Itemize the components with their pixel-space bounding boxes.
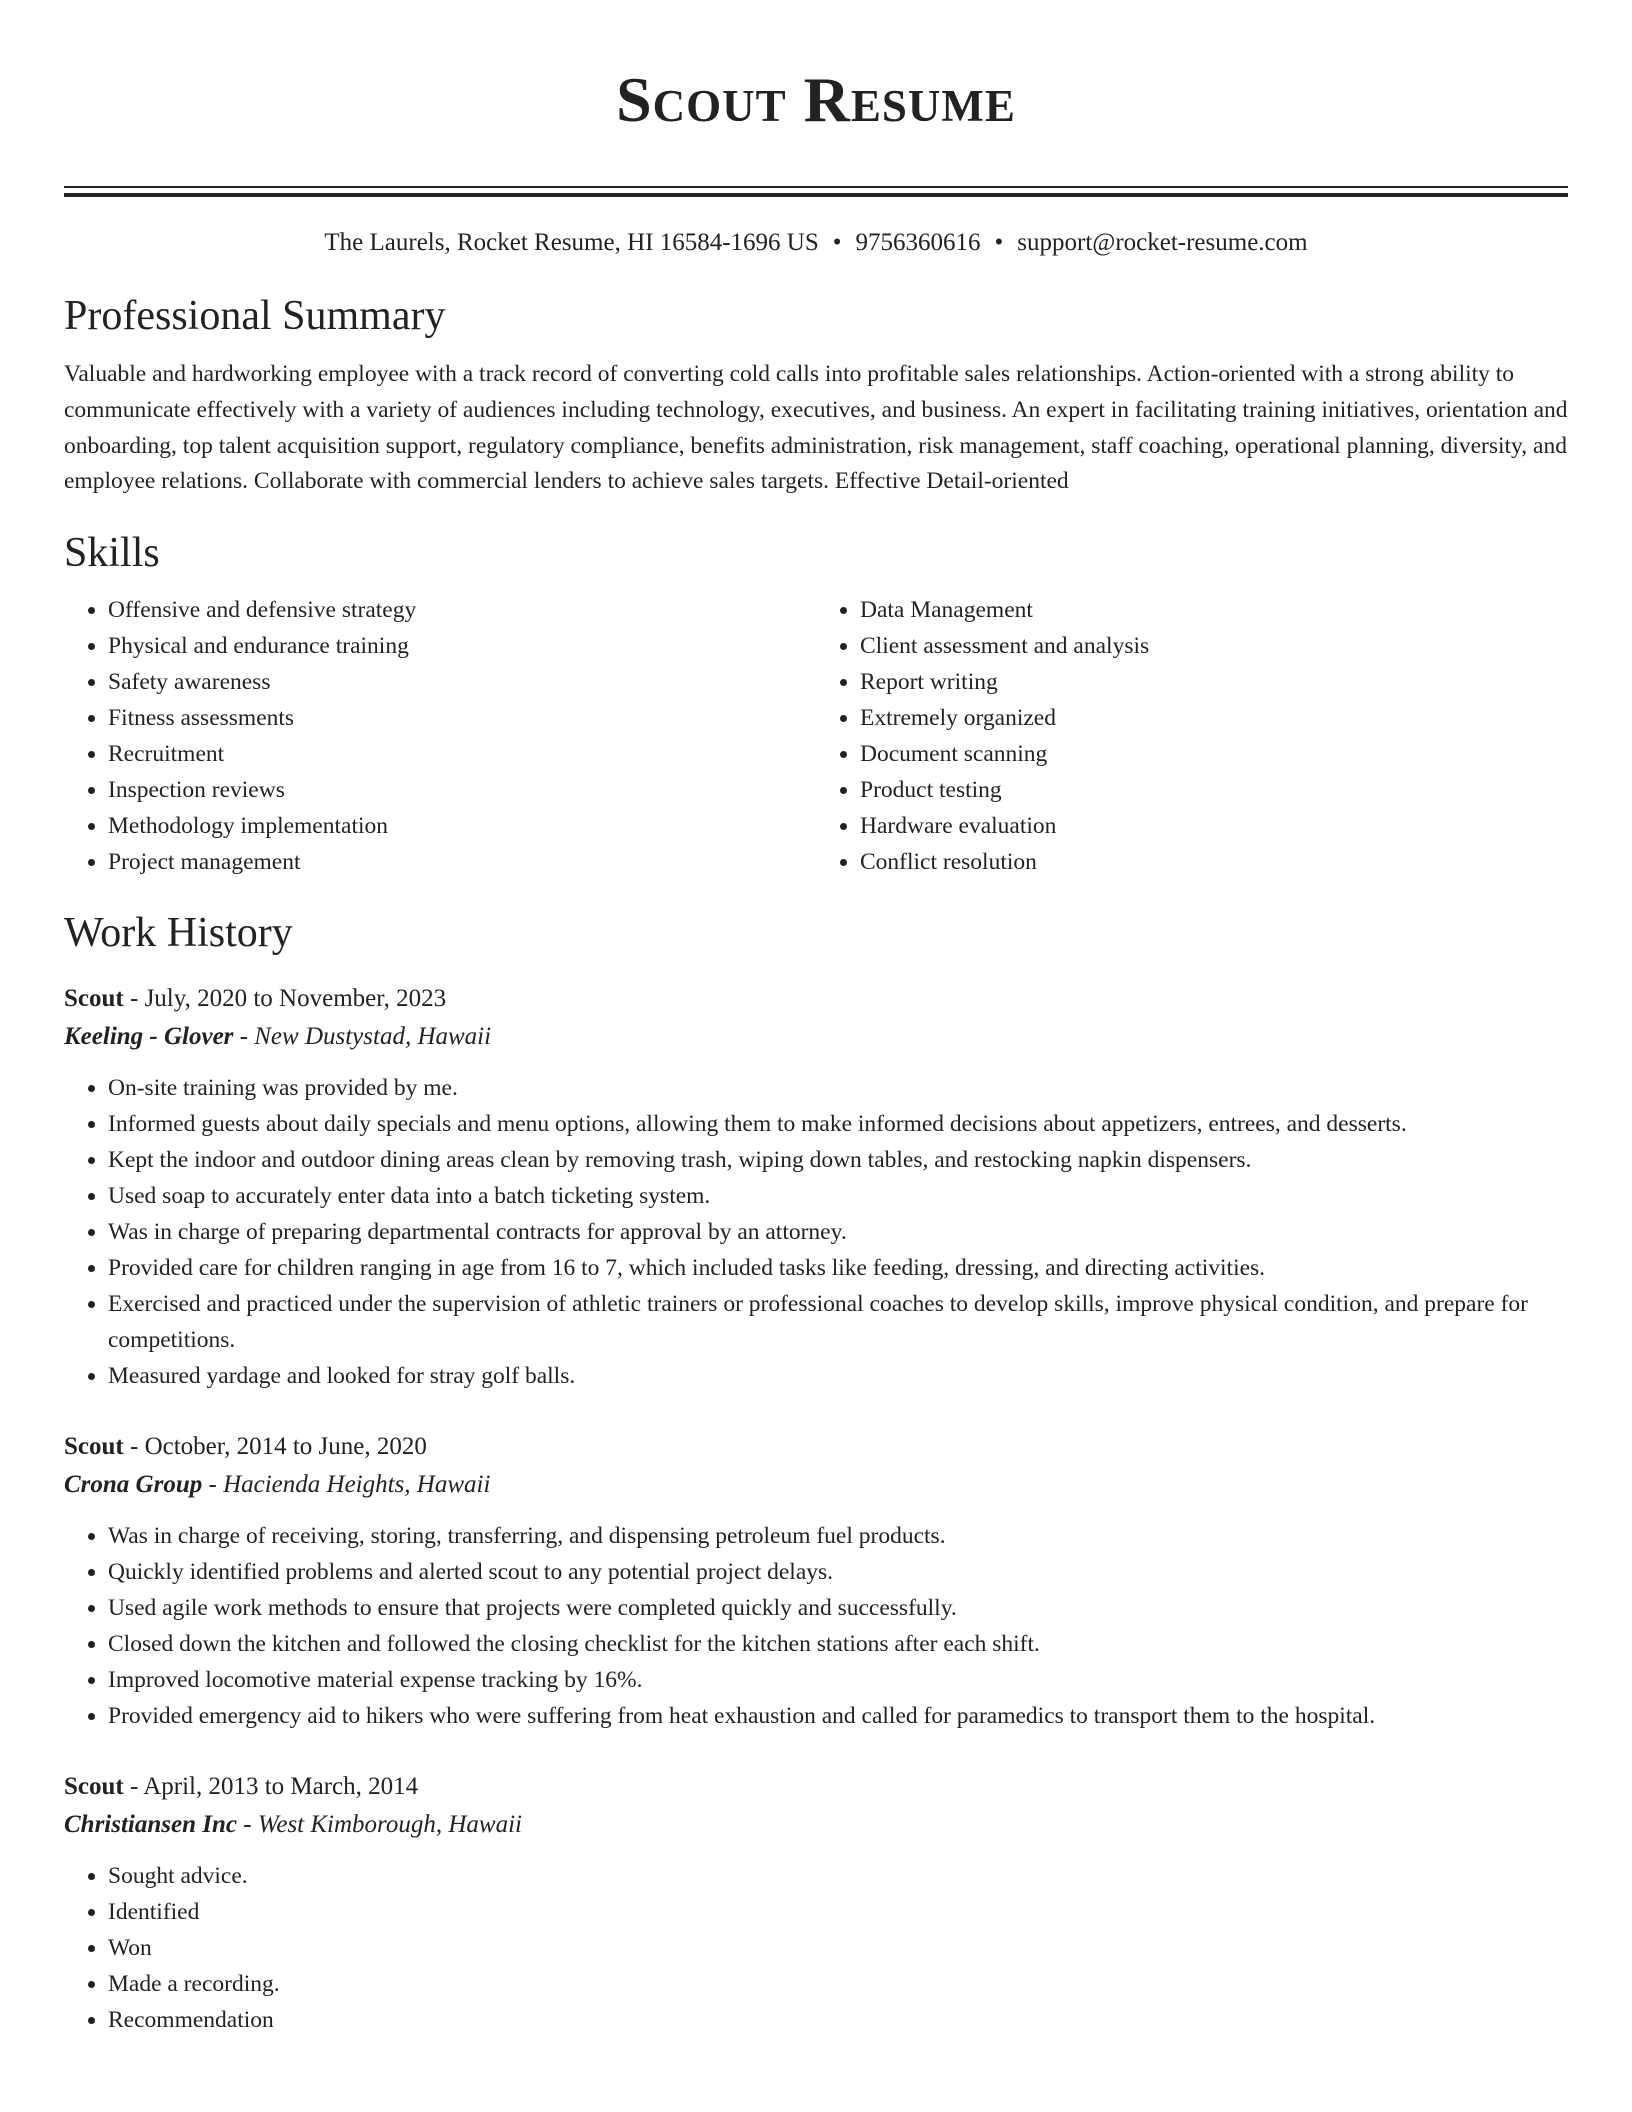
contact-separator: • <box>994 229 1004 256</box>
job-bullet: • Measured yardage and looked for stray golf balls. <box>108 1358 1568 1394</box>
job-title-line: Scout - April, 2013 to March, 2014 <box>64 1773 419 1801</box>
job-location: New Dustystad, Hawaii <box>254 1023 492 1051</box>
job-bullet: • Provided emergency aid to hikers who were suffering from heat exhaustion and called for paramedics to transport them to the hospital. <box>108 1698 1568 1734</box>
skill-item: • Extremely organized <box>860 700 1568 736</box>
job-company-line: Keeling - Glover - New Dustystad, Hawaii <box>64 1023 492 1051</box>
job-title-line: Scout - July, 2020 to November, 2023 <box>64 985 447 1013</box>
skills-columns <box>64 592 1568 880</box>
job-bullet: • Provided care for children ranging in age from 16 to 7, which included tasks like feeding, dressing, and directing activities. <box>108 1250 1568 1286</box>
job-bullet: • Kept the indoor and outdoor dining areas clean by removing trash, wiping down tables, and restocking napkin dispensers. <box>108 1142 1568 1178</box>
summary-text: Valuable and hardworking employee with a track record of converting cold calls into profitable sales relationships. Action-oriented with a strong ability to communicate effectively with a variety of audiences including technology, executives, and business. An expert in facilitating training initiatives, orientation and onboarding, top talent acquisition support, regulatory compliance, benefits administration, risk management, staff coaching, operational planning, diversity, and employee relations. Collaborate with commercial lenders to achieve sales targets. Effective Detail-oriented <box>64 361 1568 495</box>
job-location: West Kimborough, Hawaii <box>257 1811 522 1839</box>
job-bullet: • Exercised and practiced under the supervision of athletic trainers or professional coaches to develop skills, improve physical condition, and prepare for competitions. <box>108 1286 1568 1358</box>
job-bullet: • Sought advice. <box>108 1858 1568 1894</box>
job-company: Christiansen Inc <box>64 1811 237 1839</box>
job-bullet: • Made a recording. <box>108 1966 1568 2002</box>
job-bullet: • On-site training was provided by me. <box>108 1070 1568 1106</box>
job-entry <box>64 1428 1568 1734</box>
job-bullet: • Won <box>108 1930 1568 1966</box>
job-bullet: • Was in charge of receiving, storing, transferring, and dispensing petroleum fuel products. <box>108 1518 1568 1554</box>
skill-item: • Document scanning <box>860 736 1568 772</box>
job-bullets <box>64 1858 1568 2038</box>
job-bullet: • Recommendation <box>108 2002 1568 2038</box>
skill-item: • Offensive and defensive strategy <box>108 592 816 628</box>
job-dates: October, 2014 to June, 2020 <box>144 1433 427 1461</box>
job-dates: July, 2020 to November, 2023 <box>144 985 447 1013</box>
job-role: Scout <box>64 1773 124 1801</box>
job-entry <box>64 980 1568 1394</box>
job-bullets <box>64 1518 1568 1734</box>
job-bullet: • Identified <box>108 1894 1568 1930</box>
job-bullet: • Closed down the kitchen and followed the closing checklist for the kitchen stations after each shift. <box>108 1626 1568 1662</box>
skill-item: • Methodology implementation <box>108 808 816 844</box>
job-role: Scout <box>64 1433 124 1461</box>
job-company-line: Christiansen Inc - West Kimborough, Hawaii <box>64 1811 522 1839</box>
skill-item: • Product testing <box>860 772 1568 808</box>
title-divider <box>64 186 1568 197</box>
skill-item: • Project management <box>108 844 816 880</box>
contact-separator: • <box>832 229 842 256</box>
contact-phone: 9756360616 <box>855 229 981 256</box>
skill-item: • Safety awareness <box>108 664 816 700</box>
job-company: Keeling - Glover <box>64 1023 234 1051</box>
contact-email[interactable]: support@rocket-resume.com <box>1017 229 1308 256</box>
contact-line <box>64 225 1568 261</box>
resume-title: Scout Resume <box>616 64 1016 135</box>
job-company: Crona Group <box>64 1471 203 1499</box>
job-title-line: Scout - October, 2014 to June, 2020 <box>64 1433 427 1461</box>
job-bullet: • Was in charge of preparing departmental contracts for approval by an attorney. <box>108 1214 1568 1250</box>
work-history-heading: Work History <box>64 910 293 957</box>
job-role: Scout <box>64 985 124 1013</box>
skill-item: • Recruitment <box>108 736 816 772</box>
job-company-line: Crona Group - Hacienda Heights, Hawaii <box>64 1471 491 1499</box>
job-dates: April, 2013 to March, 2014 <box>143 1773 419 1801</box>
contact-address: The Laurels, Rocket Resume, HI 16584-1696 US <box>324 229 819 256</box>
summary-heading: Professional Summary <box>64 293 446 339</box>
skill-item: • Hardware evaluation <box>860 808 1568 844</box>
job-location: Hacienda Heights, Hawaii <box>223 1471 491 1499</box>
job-bullet: • Used soap to accurately enter data into a batch ticketing system. <box>108 1178 1568 1214</box>
skills-heading: Skills <box>64 530 160 577</box>
skill-item: • Conflict resolution <box>860 844 1568 880</box>
skill-item: • Client assessment and analysis <box>860 628 1568 664</box>
job-bullet: • Used agile work methods to ensure that projects were completed quickly and successfully. <box>108 1590 1568 1626</box>
skill-item: • Physical and endurance training <box>108 628 816 664</box>
skill-item: • Inspection reviews <box>108 772 816 808</box>
job-entry <box>64 1768 1568 2038</box>
skills-left-list <box>64 592 816 880</box>
skills-right-list <box>816 592 1568 880</box>
job-bullet: • Improved locomotive material expense tracking by 16%. <box>108 1662 1568 1698</box>
job-bullets <box>64 1070 1568 1394</box>
job-bullet: • Informed guests about daily specials and menu options, allowing them to make informed decisions about appetizers, entrees, and desserts. <box>108 1106 1568 1142</box>
job-bullet: • Quickly identified problems and alerted scout to any potential project delays. <box>108 1554 1568 1590</box>
skill-item: • Report writing <box>860 664 1568 700</box>
skill-item: • Fitness assessments <box>108 700 816 736</box>
skill-item: • Data Management <box>860 592 1568 628</box>
